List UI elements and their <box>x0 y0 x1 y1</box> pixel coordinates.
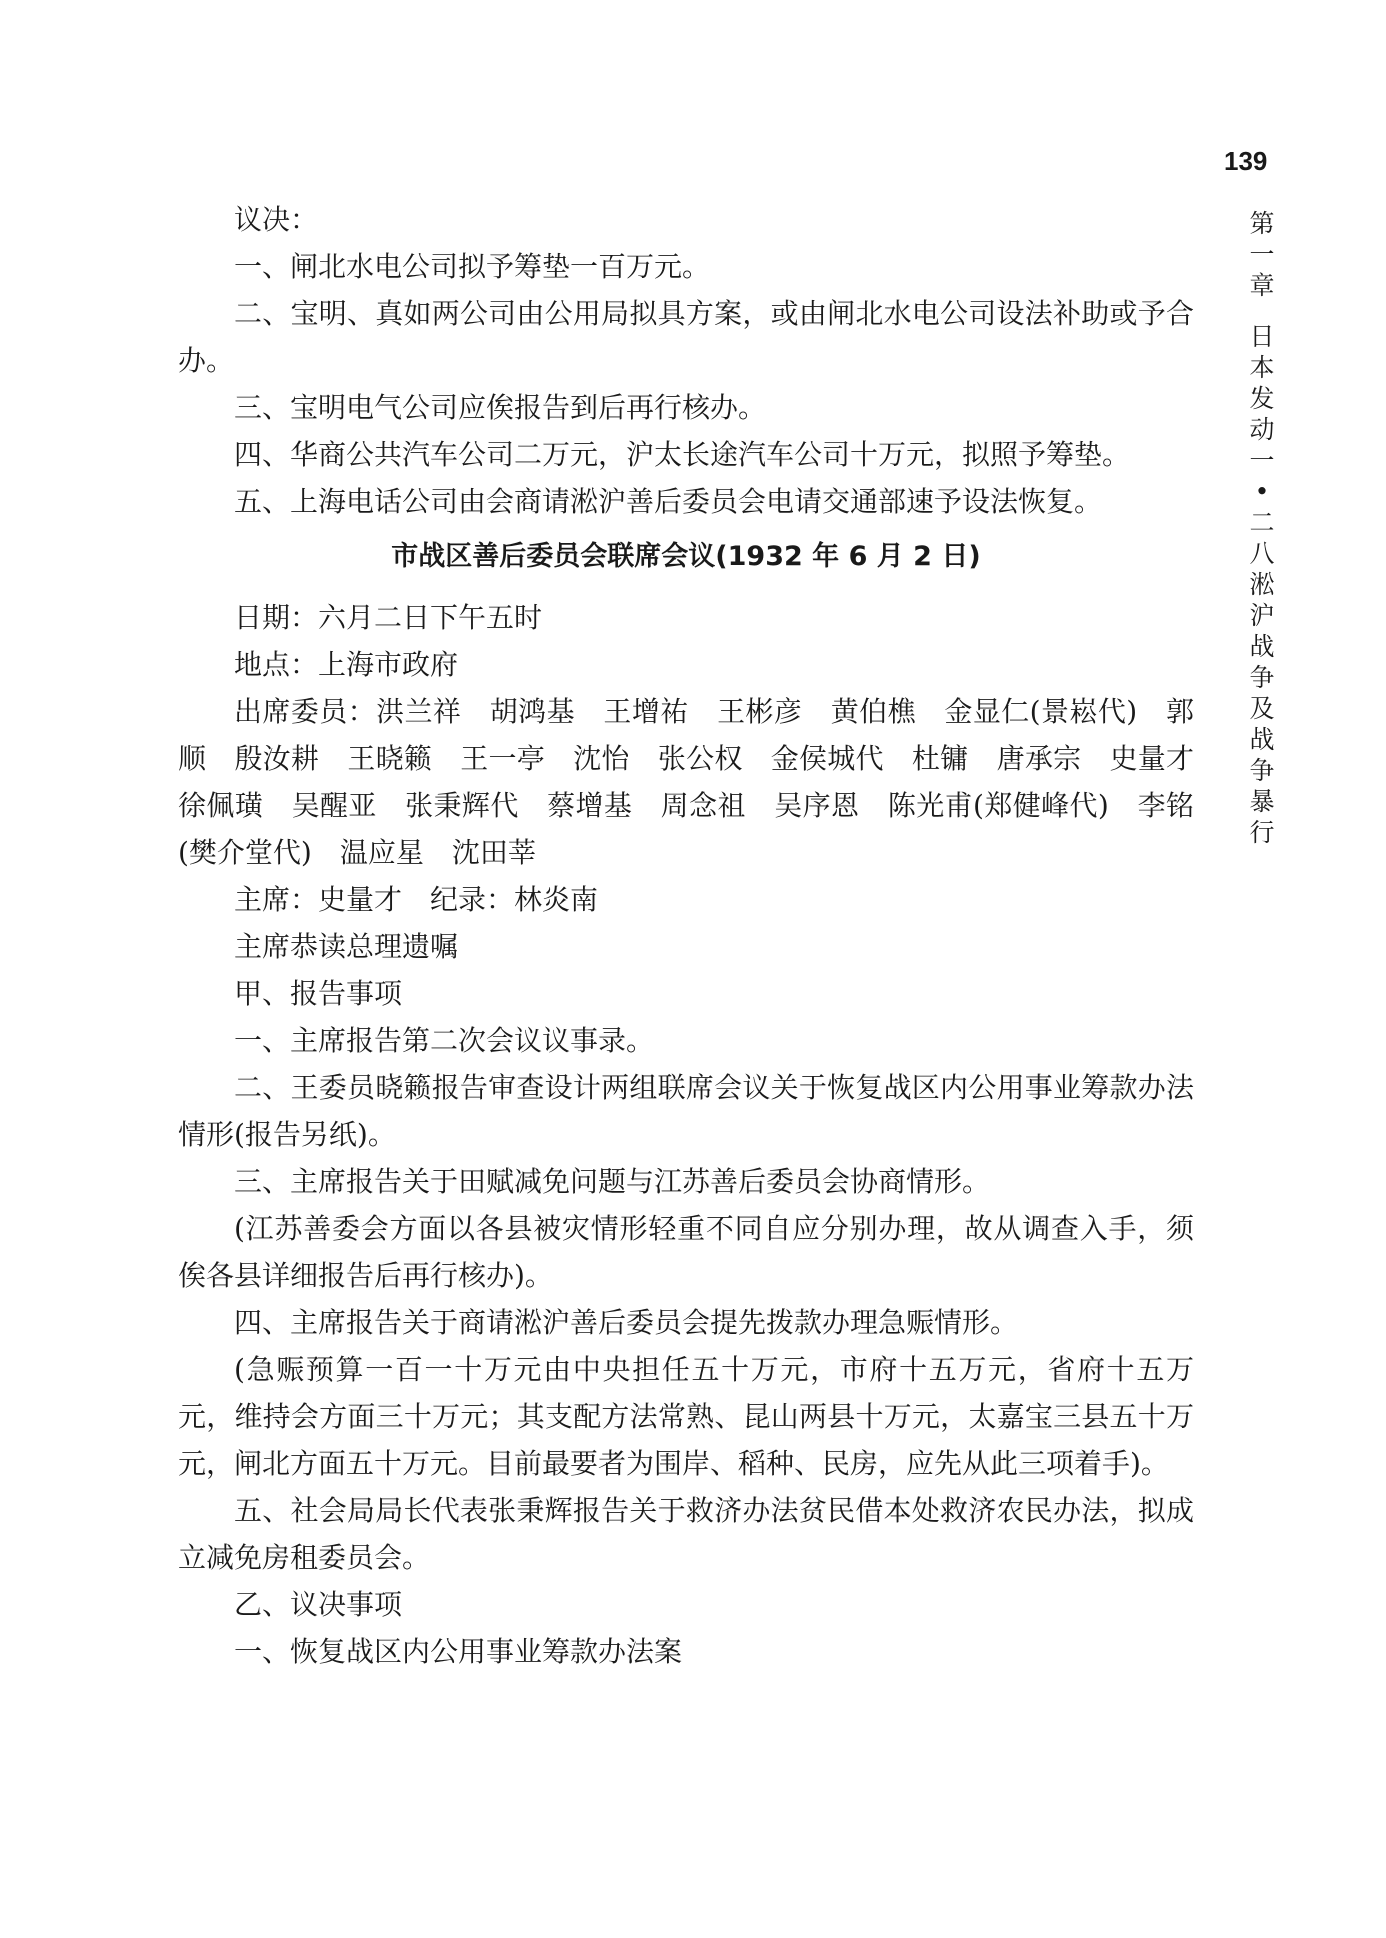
paragraph-report-4-note: (急赈预算一百一十万元由中央担任五十万元，市府十五万元，省府十五万元，维持会方面三十万元；其支配方法常熟、昆山两县十万元，太嘉宝三县五十万元，闸北方面五十万元。目前最要者为围岸、稻种、民房，应先从此三项着手)。 <box>178 1353 1194 1480</box>
running-header-char: 动 <box>1249 415 1275 444</box>
paragraph-chair: 主席：史量才 纪录：林炎南 <box>234 883 599 916</box>
paragraph-resolution-4: 四、华商公共汽车公司二万元，沪太长途汽车公司十万元，拟照予筹垫。 <box>234 438 1131 471</box>
running-header-char: 淞 <box>1249 570 1275 599</box>
running-header-char: 一 <box>1249 240 1275 269</box>
running-header-char: 暴 <box>1249 787 1275 816</box>
paragraph-report-3: 三、主席报告关于田赋减免问题与江苏善后委员会协商情形。 <box>234 1165 991 1198</box>
running-header <box>1242 208 1282 848</box>
running-header-char: 争 <box>1249 663 1275 692</box>
paragraph-resolution-label: 议决： <box>234 203 319 236</box>
body-text <box>178 196 1223 1675</box>
running-header-char: 第 <box>1249 209 1275 238</box>
running-header-char: 一 <box>1249 446 1275 475</box>
paragraph-report-2: 二、王委员晓籁报告审查设计两组联席会议关于恢复战区内公用事业筹款办法情形(报告另纸)。 <box>178 1071 1194 1151</box>
paragraph-report-5: 五、社会局局长代表张秉辉报告关于救济办法贫民借本处救济农民办法，拟成立减免房租委员会。 <box>178 1494 1194 1574</box>
paragraph-resolution-item-1: 一、恢复战区内公用事业筹款办法案 <box>234 1635 683 1668</box>
paragraph-resolution-items-heading: 乙、议决事项 <box>234 1588 403 1621</box>
paragraph-resolution-5: 五、上海电话公司由会商请淞沪善后委员会电请交通部速予设法恢复。 <box>234 485 1103 518</box>
running-header-char: 发 <box>1249 384 1275 413</box>
running-header-char: 行 <box>1249 818 1275 847</box>
running-header-char: 沪 <box>1249 601 1275 630</box>
paragraph-date: 日期：六月二日下午五时 <box>234 601 543 634</box>
paragraph-report-4: 四、主席报告关于商请淞沪善后委员会提先拨款办理急赈情形。 <box>234 1306 1019 1339</box>
running-header-char: 二 <box>1249 508 1275 537</box>
running-header-char: • <box>1254 477 1270 506</box>
paragraph-attendees: 出席委员：洪兰祥 胡鸿基 王增祐 王彬彦 黄伯樵 金显仁(景崧代) 郭顺 殷汝耕 王晓籁 王一亭 沈怡 张公权 金侯城代 杜镛 唐承宗 史量才 徐佩璜 吴醒亚 张秉辉代 蔡增基 周念祖 吴序恩 陈光甫(郑健峰代) 李铭(樊介堂代) 温应星 沈田莘 <box>178 695 1223 869</box>
paragraph-report-1: 一、主席报告第二次会议议事录。 <box>234 1024 655 1057</box>
paragraph-location: 地点：上海市政府 <box>234 648 459 681</box>
paragraph-report-3-note: (江苏善委会方面以各县被灾情形轻重不同自应分别办理，故从调查入手，须俟各县详细报告后再行核办)。 <box>178 1212 1194 1292</box>
running-header-char: 争 <box>1249 756 1275 785</box>
paragraph-resolution-1: 一、闸北水电公司拟予筹垫一百万元。 <box>234 250 711 283</box>
section-heading: 市战区善后委员会联席会议(1932 年 6 月 2 日) <box>391 541 981 572</box>
running-header-char: 战 <box>1249 725 1275 754</box>
running-header-char: 八 <box>1249 539 1275 568</box>
running-header-char: 章 <box>1249 271 1275 300</box>
running-header-char: 战 <box>1249 632 1275 661</box>
page-number: 139 <box>1224 146 1268 176</box>
running-header-char: 日 <box>1249 322 1275 351</box>
paragraph-report-items-heading: 甲、报告事项 <box>234 977 403 1010</box>
running-header-char: 及 <box>1249 694 1275 723</box>
running-header-char: 本 <box>1249 353 1275 382</box>
paragraph-will-reading: 主席恭读总理遗嘱 <box>234 930 459 963</box>
paragraph-resolution-3: 三、宝明电气公司应俟报告到后再行核办。 <box>234 391 767 424</box>
paragraph-resolution-2: 二、宝明、真如两公司由公用局拟具方案，或由闸北水电公司设法补助或予合办。 <box>178 297 1194 377</box>
